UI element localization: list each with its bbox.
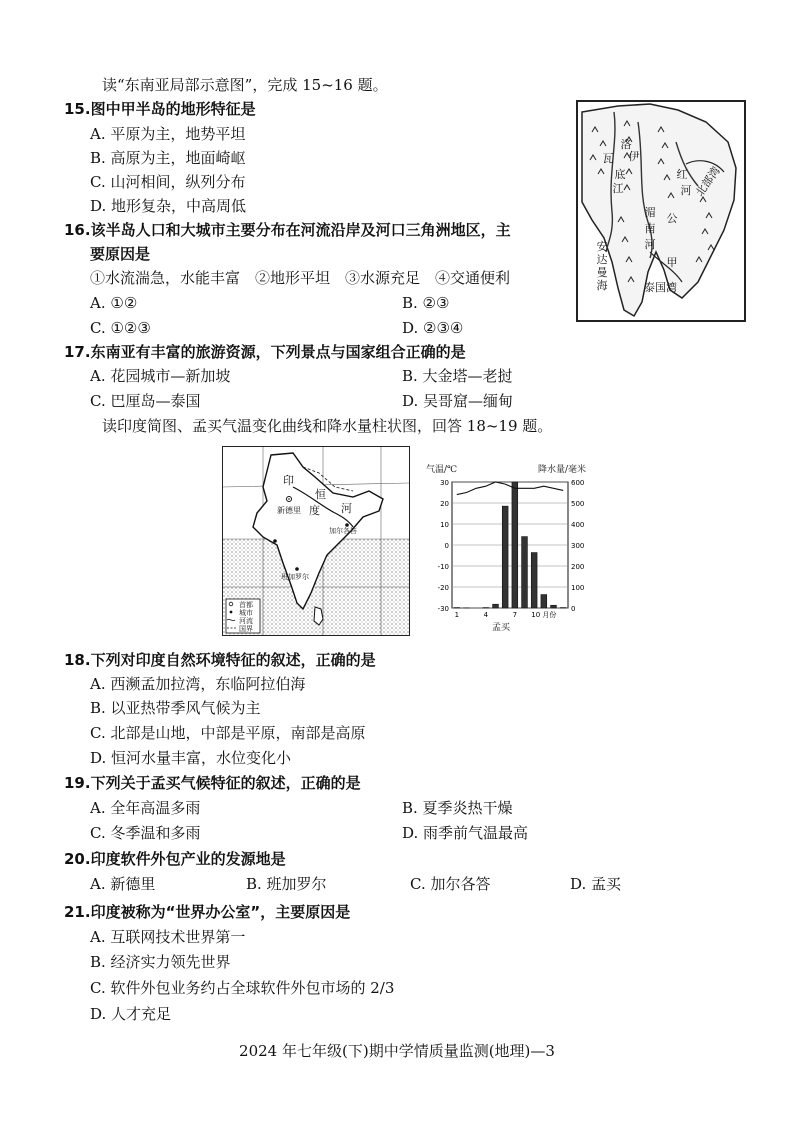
question-17-stem: 17.东南亚有丰富的旅游资源，下列景点与国家组合正确的是 — [64, 343, 466, 361]
q18-option-c: C. 北部是山地，中部是平原，南部是高原 — [90, 724, 366, 742]
legend-capital: 首都 — [239, 601, 253, 609]
label-yin: 印 — [283, 474, 294, 487]
question-21-stem: 21.印度被称为“世界办公室”，主要原因是 — [64, 903, 351, 921]
chart-x-tick-label: 10 月份 — [531, 611, 557, 619]
chart-left-axis-title: 气温/℃ — [426, 465, 458, 475]
q19-option-b: B. 夏季炎热干燥 — [402, 799, 513, 817]
label-new-delhi: 新德里 — [277, 506, 301, 515]
chart-x-tick-label: 7 — [512, 611, 518, 619]
label-kolkata: 加尔各答 — [329, 527, 357, 535]
chart-right-tick-label: 100 — [571, 584, 585, 592]
q18-option-b: B. 以亚热带季风气候为主 — [90, 699, 261, 717]
chart-right-tick-label: 300 — [571, 542, 585, 550]
river-label-wa: 瓦 — [602, 152, 614, 165]
label-gulf-of-thailand: 泰国湾 — [644, 281, 677, 294]
chart-right-tick-label: 400 — [571, 521, 585, 529]
river-label-mei: 湄 — [644, 206, 656, 219]
q21-option-d: D. 人才充足 — [90, 1005, 172, 1023]
q17-option-b: B. 大金塔—老挝 — [402, 367, 513, 385]
label-jia: 甲 — [666, 256, 678, 269]
river-label-nan: 南 — [644, 222, 656, 235]
question-18-stem: 18.下列对印度自然环境特征的叙述，正确的是 — [64, 651, 376, 669]
chart-left-tick-label: -30 — [437, 605, 449, 613]
q18-option-a: A. 西濒孟加拉湾，东临阿拉伯海 — [90, 675, 306, 693]
q20-option-d: D. 孟买 — [570, 875, 622, 893]
q16-option-c: C. ①②③ — [90, 319, 151, 337]
chart-right-tick-label: 0 — [571, 605, 576, 613]
legend-city: 城市 — [239, 609, 253, 617]
q15-option-b: B. 高原为主，地面崎岖 — [90, 149, 246, 167]
q16-option-a: A. ①② — [90, 294, 138, 312]
river-label-jiang: 江 — [612, 182, 624, 195]
chart-left-tick-label: 30 — [440, 479, 449, 487]
q16-option-b: B. ②③ — [402, 294, 450, 312]
page-footer: 2024 年七年级(下)期中学情质量监测(地理)—3 — [239, 1042, 555, 1060]
river-label-yi: 伊 — [628, 150, 640, 163]
chart-left-tick-label: 0 — [444, 542, 449, 550]
precip-bar — [541, 595, 547, 608]
q16-reasons-list: ①水流湍急，水能丰富 ②地形平坦 ③水源充足 ④交通便利 — [90, 269, 511, 287]
q21-option-c: C. 软件外包业务约占全球软件外包市场的 2/3 — [90, 979, 395, 997]
q17-option-d: D. 吴哥窟—缅甸 — [402, 392, 514, 410]
precip-bar — [502, 506, 508, 608]
southeast-asia-map — [576, 100, 746, 322]
q15-option-c: C. 山河相间，纵列分布 — [90, 173, 246, 191]
chart-left-tick-label: -10 — [437, 563, 449, 571]
chart-left-tick-label: -20 — [437, 584, 449, 592]
india-map — [222, 446, 410, 636]
chart-x-tick-label: 4 — [483, 611, 489, 619]
q15-option-a: A. 平原为主，地势平坦 — [90, 125, 246, 143]
q16-option-d: D. ②③④ — [402, 319, 464, 337]
q21-option-a: A. 互联网技术世界第一 — [90, 928, 246, 946]
chart-left-tick-label: 10 — [440, 521, 449, 529]
precip-bar — [493, 604, 499, 608]
question-20-stem: 20.印度软件外包产业的发源地是 — [64, 850, 286, 868]
q17-option-a: A. 花园城市—新加坡 — [90, 367, 231, 385]
intro-text-15-16: 读“东南亚局部示意图”，完成 15~16 题。 — [102, 76, 388, 94]
q18-option-d: D. 恒河水量丰富，水位变化小 — [90, 749, 292, 767]
chart-right-axis-title: 降水量/毫米 — [538, 465, 587, 475]
chart-right-tick-label: 200 — [571, 563, 585, 571]
chart-x-tick-label: 1 — [454, 611, 460, 619]
chart-left-tick-label: 20 — [440, 500, 449, 508]
climate-chart-svg — [424, 466, 596, 642]
river-label-luo: 洛 — [620, 138, 632, 151]
intro-text-18-19: 读印度简图、孟买气温变化曲线和降水量柱状图，回答 18~19 题。 — [102, 417, 553, 435]
river-label-he-2: 河 — [680, 184, 692, 197]
precip-bar — [522, 537, 528, 608]
chart-right-tick-label: 500 — [571, 500, 585, 508]
chart-x-axis-title: 孟买 — [492, 623, 511, 633]
label-bangalore: 班加罗尔 — [281, 573, 309, 581]
q19-option-c: C. 冬季温和多雨 — [90, 824, 201, 842]
q19-option-a: A. 全年高温多雨 — [90, 799, 201, 817]
label-andaman-sea: 安达曼海 — [596, 240, 608, 292]
q17-option-c: C. 巴厘岛—泰国 — [90, 392, 201, 410]
label-heng: 恒 — [315, 488, 326, 501]
precip-bar — [551, 605, 557, 608]
q15-option-d: D. 地形复杂，中高周低 — [90, 197, 247, 215]
q19-option-d: D. 雨季前气温最高 — [402, 824, 529, 842]
precip-bar — [531, 553, 537, 608]
q20-option-c: C. 加尔各答 — [410, 875, 491, 893]
question-15-stem: 15.图中甲半岛的地形特征是 — [64, 100, 256, 118]
river-label-hong: 红 — [676, 168, 688, 181]
river-label-he: 河 — [644, 238, 656, 251]
question-16-stem: 16.该半岛人口和大城市主要分布在河流沿岸及河口三角洲地区，主 — [64, 221, 511, 239]
temperature-line — [457, 482, 563, 495]
chart-right-tick-label: 600 — [571, 479, 585, 487]
mumbai-climate-chart — [424, 466, 596, 642]
question-16-stem-cont: 要原因是 — [90, 245, 151, 263]
q21-option-b: B. 经济实力领先世界 — [90, 953, 231, 971]
q20-option-a: A. 新德里 — [90, 875, 156, 893]
river-label-gong: 公 — [666, 212, 678, 225]
question-19-stem: 19.下列关于孟买气候特征的叙述，正确的是 — [64, 774, 361, 792]
legend-river: 河流 — [239, 617, 253, 625]
river-label-di: 底 — [614, 168, 626, 181]
precip-bar — [512, 482, 518, 608]
legend-border: 国界 — [239, 625, 253, 633]
label-river-he: 河 — [341, 502, 352, 515]
label-du: 度 — [309, 504, 320, 517]
q20-option-b: B. 班加罗尔 — [246, 875, 327, 893]
label-beibu-gulf: 北部湾 — [693, 164, 723, 199]
